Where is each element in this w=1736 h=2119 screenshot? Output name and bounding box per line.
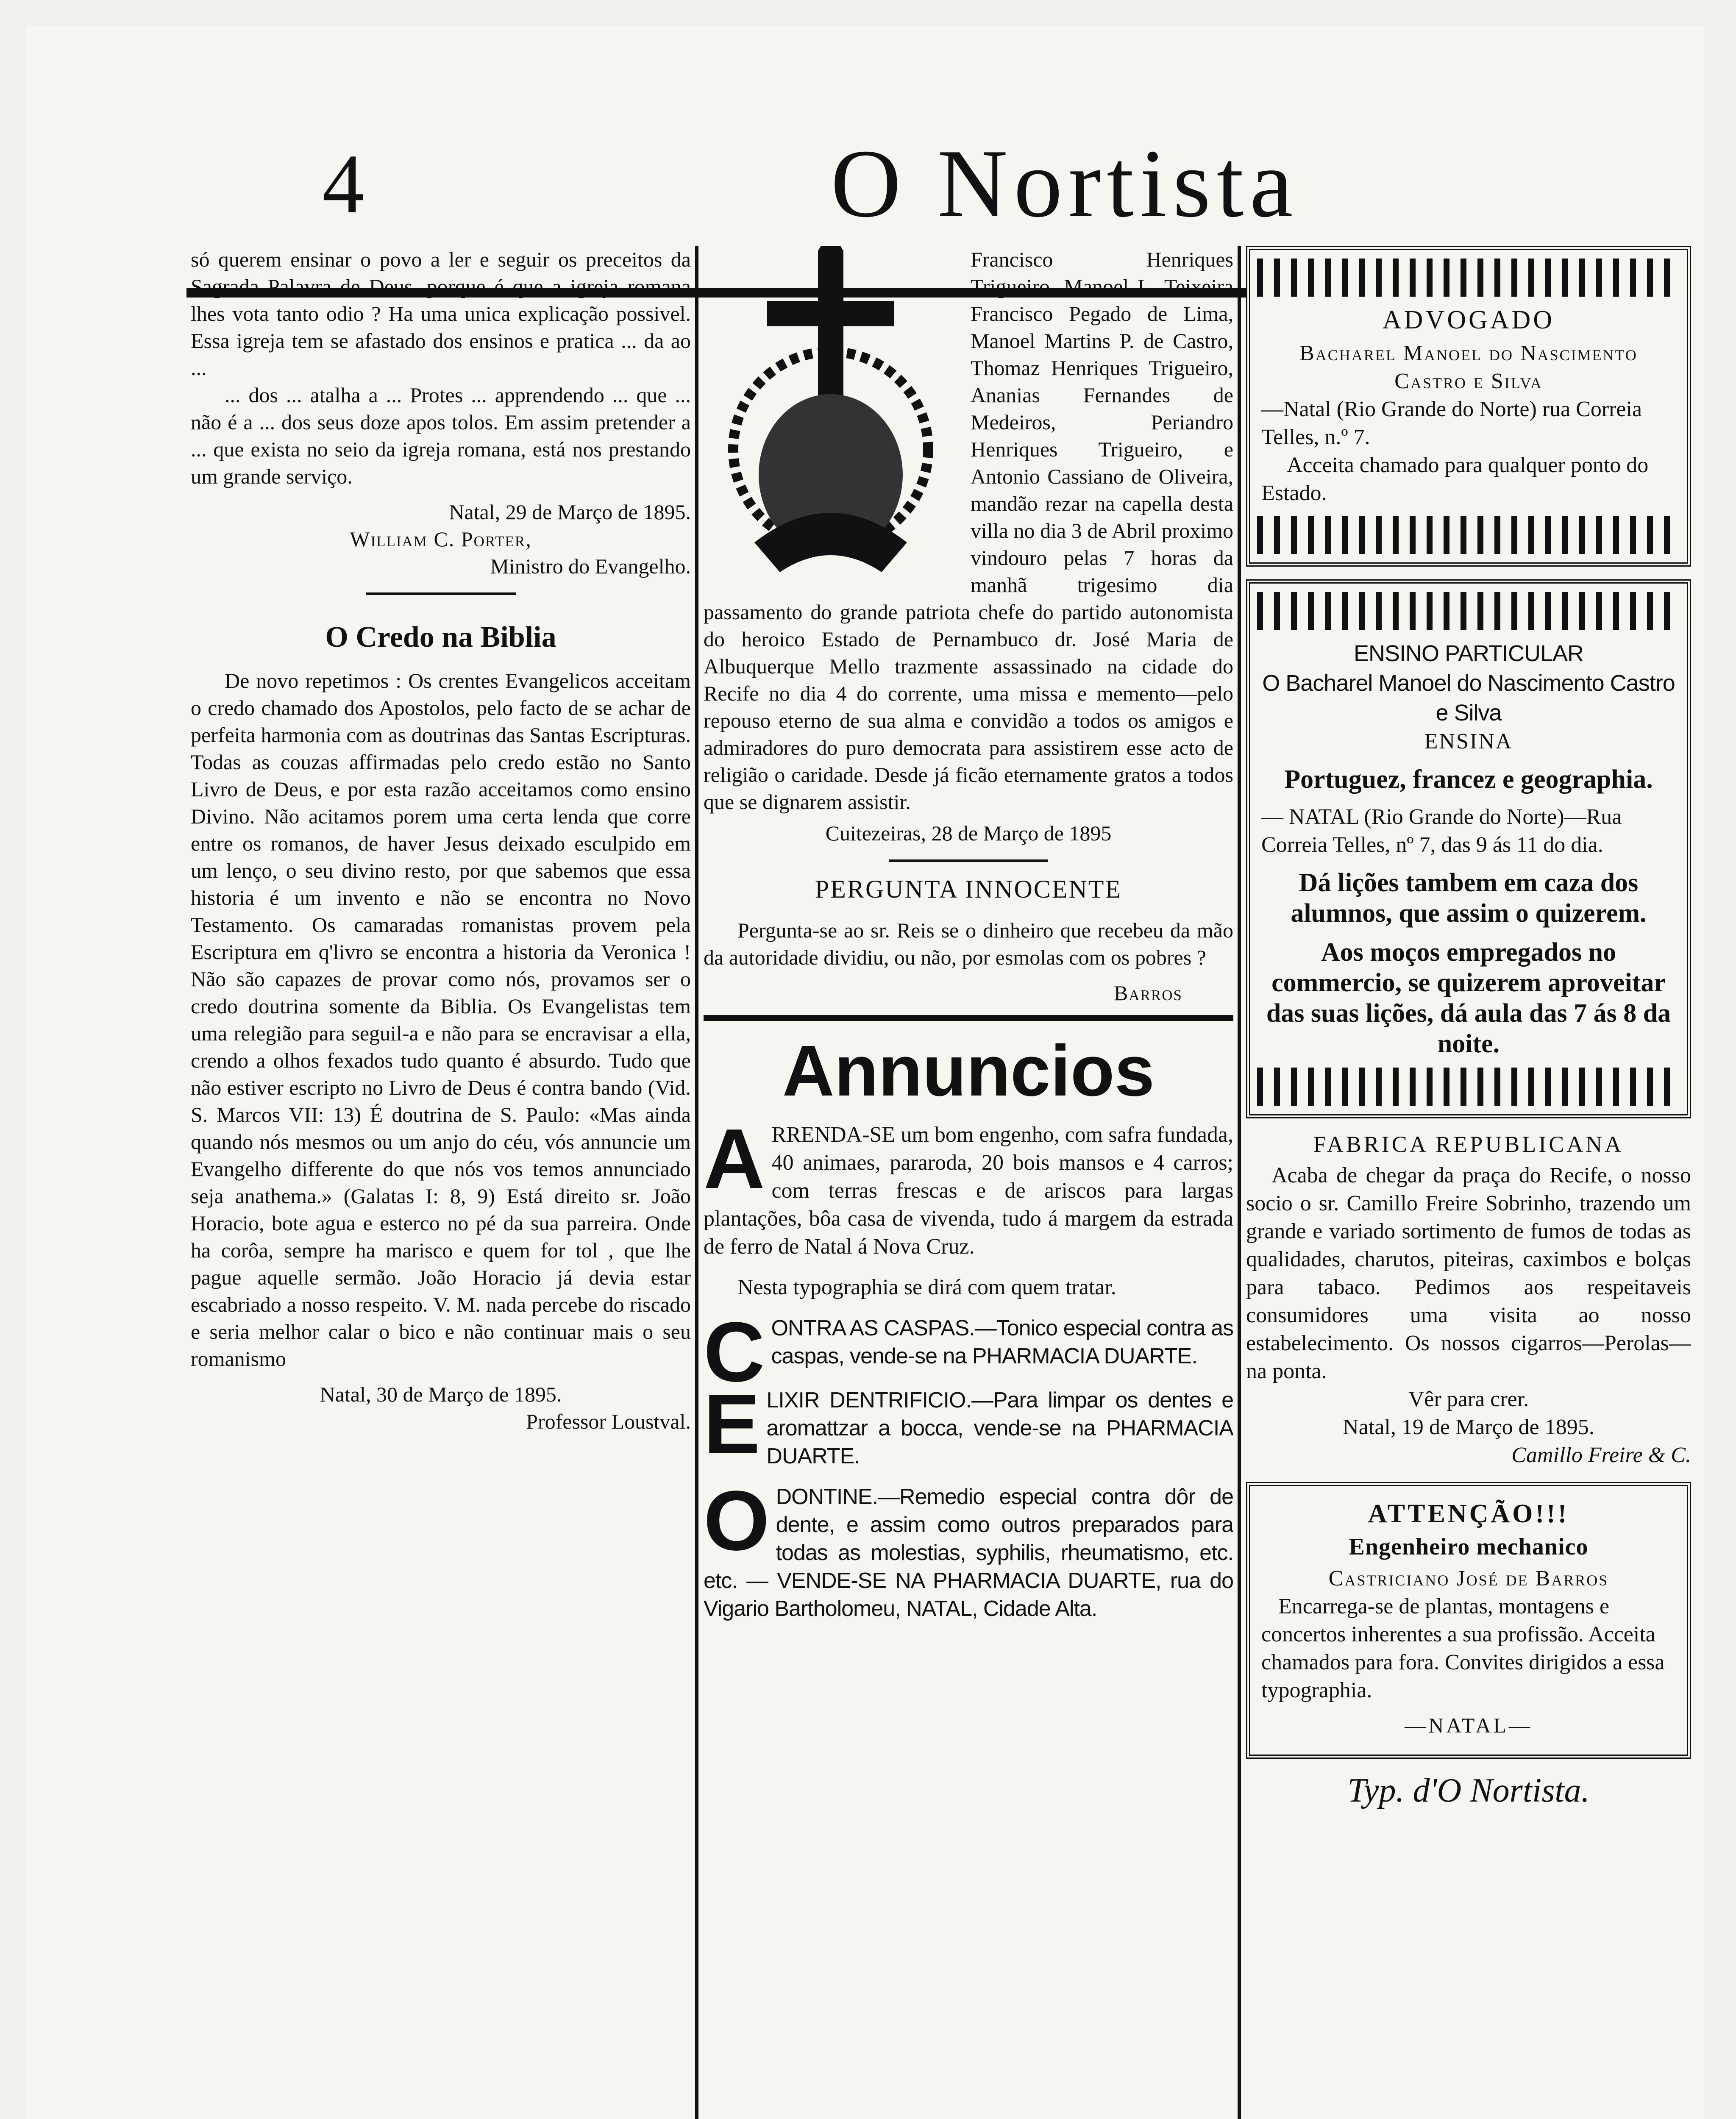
column-right	[1246, 246, 1691, 2119]
ad-name: O Bacharel Manoel do Nascimento Castro e Silva	[1262, 670, 1675, 726]
article-signer: Professor Loustval.	[526, 1410, 691, 1433]
article-signer: Barros	[1113, 981, 1182, 1005]
ad-evening: Aos moços empregados no commercio, se quizerem aproveitar das suas lições, dá aula das 7 ás 8 da noite.	[1266, 938, 1671, 1058]
ad-text: RRENDA-SE um bom engenho, com safra fundada, 40 animaes, pararoda, 20 bois mansos e 4 carros; com terras frescas e de ariscos para largas plantações, bôa casa de vivenda, tudo á margem da estrada de ferro de Natal á Nova Cruz.	[704, 1123, 1233, 1259]
ad-name: Castriciano José de Barros	[1328, 1566, 1609, 1591]
column-divider	[1238, 246, 1241, 2119]
ad-lessons: Dá lições tambem em caza dos alumnos, que assim o quizerem.	[1291, 868, 1647, 928]
ad-attencao	[1246, 1482, 1691, 1759]
ad-body: Encarrega-se de plantas, montagens e concertos inherentes a sua profissão. Acceita chamados para fora. Convites dirigidos a essa typographia.	[1261, 1594, 1665, 1702]
article-body: De novo repetimos : Os crentes Evangelicos acceitam o credo chamado dos Apostolos, pelo facto de se achar de perfeita harmonia com as doutrinas das Santas Escripturas. Todas as couzas affirmadas pelo credo estão no Santo Livro de Deus, e por esta razão acceitamos como ensino Divino. Não acitamos porem uma certa lenda que corre entre os romanos, de haver Jesus deixado esculpido em um lenço, o seu divino resto, por que sabemos que essa historia é um invento e não se encontra no Novo Testamento. Os camaradas romanistas provem pela Escriptura em q'livro se encontra a historia da Veronica ! Não são capazes de provar como nós, provamos ser o credo doutrina somente da Biblia. Os Evangelistas tem uma relegião para seguil-a e não para se encravisar a ella, crendo a olhos fexados tudo quanto é absurdo. Tudo que não estiver escripto no Livro de Deus é contra bando (Vid. S. Marcos VII: 13) É doutrina de S. Paulo: «Mas ainda quando nós mesmos ou um anjo do céu, vós annuncie um Evangelho differente do que nós vos temos annunciado seja anathema.» (Galatas I: 8, 9) Está direito sr. João Horacio, bote agua e esterco no pé da sua parreira. Onde ha corôa, sempre ha marisco e quem for tol , que lhe pague aquelle sermão. João Horacio já devia estar escabriado a nosso respeito. V. M. nada percebe do riscado e seria melhor calar o bico e não continuar mais o seu romanismo	[191, 669, 691, 1371]
ad-place: —NATAL—	[1405, 1713, 1533, 1737]
ad-text: LIXIR DENTRIFICIO.—Para limpar os dentes e aromattzar a bocca, vende-se na PHARMACIA DUARTE.	[766, 1388, 1233, 1468]
column-left	[191, 246, 691, 2119]
ad-date: Natal, 19 de Março de 1895.	[1343, 1415, 1594, 1439]
ad-fabrica	[1246, 1131, 1691, 1469]
ad-elixir	[704, 1377, 1233, 1471]
ads-heading: Annuncios	[782, 1031, 1155, 1111]
article-dateline: Natal, 30 de Março de 1895.	[320, 1382, 562, 1406]
mass-notice: Francisco Henriques Trigueiro, Manoel L. Teixeira Francisco Pegado de Lima, Manoel Martins P. de Castro, Thomaz Henriques Trigueiro, Ananias Fernandes de Medeiros, Periandro Henriques Trigueiro, e Antonio Cassiano de Oliveira, mandão rezar na capella desta villa no dia 3 de Abril proximo vindouro pelas 7 horas da manhã trigesimo dia passamento do grande patriota chefe do partido autonomista do heroico Estado de Pernambuco dr. José Maria de Albuquerque Mello trazmente assassinado na cidade do Recife no dia 4 do corrente, uma missa e memento—pelo repouso eterno de sua alma e convidão a todos os amigos e admiradores do puro democrata para assistirem esse acto de religião o caridade. Desde já ficão eternamente gratos a todos que se dignarem assistir.	[704, 247, 1233, 814]
ad-text: DONTINE.—Remedio especial contra dôr de dente, e assim como outros preparados para todas as molestias, syphilis, rheumatismo, etc. etc. — VENDE-SE NA PHARMACIA DUARTE, rua do Vigario Bartholomeu, NATAL, Cidade Alta.	[704, 1485, 1233, 1621]
ad-cta: Vêr para crer.	[1408, 1387, 1529, 1411]
article-title: O Credo na Biblia	[325, 621, 556, 653]
ad-title: ADVOGADO	[1382, 306, 1555, 334]
article-continuation: ... dos ... atalha a ... Protes ... apprendendo ... que ... não é a ... dos seus doze apos tolos. Em assim pretender a ... que exista no seio da igreja romana, está nos prestando um grande serviço.	[191, 383, 691, 488]
page-number: 4	[322, 137, 364, 231]
divider	[366, 592, 516, 595]
ad-title: FABRICA REPUBLICANA	[1313, 1132, 1624, 1157]
article-continuation: só querem ensinar o povo a ler e seguir os preceitos da Sagrada Palavra de Deus, porque é que a igreja romana lhes vota tanto odio ? Ha uma unica explicação possivel. Essa igreja tem se afastado dos ensinos e pratica ... da ao ...	[191, 247, 691, 380]
dropcap: E	[704, 1377, 760, 1471]
ad-ensino	[1246, 579, 1691, 1118]
ad-engenho	[704, 1112, 1233, 1261]
article-dateline: Natal, 29 de Março de 1895.	[449, 500, 691, 524]
ornament-border-icon	[1257, 592, 1680, 630]
ornament-border-icon	[1257, 516, 1680, 554]
divider	[889, 859, 1048, 862]
ad-name: Bacharel Manoel do Nascimento Castro e Silva	[1299, 341, 1638, 393]
ad-address: —Natal (Rio Grande do Norte) rua Correia Telles, n.º 7.	[1261, 397, 1642, 449]
newspaper-title: O Nortista	[831, 129, 1299, 237]
ad-title: ATTENÇÃO!!!	[1368, 1499, 1569, 1528]
ad-text: ONTRA AS CASPAS.—Tonico especial contra as caspas, vende-se na PHARMACIA DUARTE.	[771, 1316, 1233, 1368]
article-signer: William C. Porter,	[350, 527, 532, 551]
dropcap: O	[704, 1474, 769, 1568]
ad-subtitle: Engenheiro mechanico	[1349, 1534, 1589, 1560]
ad-note: Acceita chamado para qualquer ponto do Estado.	[1261, 453, 1649, 505]
dropcap: A	[704, 1112, 765, 1206]
ornament-border-icon	[1257, 1068, 1680, 1106]
ad-odontine	[704, 1474, 1233, 1623]
ad-address: — NATAL (Rio Grande do Norte)—Rua Correia Telles, nº 7, das 9 ás 11 do dia.	[1261, 805, 1622, 857]
cross-ornament-icon	[704, 246, 958, 576]
ad-sign: Camillo Freire & C.	[1511, 1443, 1691, 1467]
newspaper-page	[25, 25, 1704, 2119]
ad-advogado	[1246, 246, 1691, 567]
article-signer-title: Ministro do Evangelho.	[490, 554, 691, 578]
ornament-border-icon	[1257, 259, 1680, 297]
ad-verb: ENSINA	[1424, 729, 1513, 754]
column-center	[704, 246, 1233, 2119]
ad-title: ENSINO PARTICULAR	[1353, 641, 1584, 666]
ad-caspas	[704, 1305, 1233, 1399]
ad-text: Nesta typographia se dirá com quem tratar.	[737, 1275, 1116, 1299]
imprint-signature: Typ. d'O Nortista.	[1347, 1772, 1590, 1809]
section-title: PERGUNTA INNOCENTE	[815, 875, 1122, 903]
column-divider	[695, 246, 698, 2119]
ad-body: Acaba de chegar da praça do Recife, o nosso socio o sr. Camillo Freire Sobrinho, trazendo um grande e variado sortimento de fumos de todas as qualidades, charutos, piteiras, caximbos e bolças para tabaco. Pedimos aos respeitaveis consumidores uma visita ao nosso estabelecimento. Os nossos cigarros—Perolas—na ponta.	[1246, 1163, 1691, 1383]
article-body: Pergunta-se ao sr. Reis se o dinheiro que recebeu da mão da autoridade dividiu, ou não, por esmolas com os pobres ?	[704, 918, 1233, 969]
dropcap: C	[704, 1305, 765, 1399]
mass-dateline: Cuitezeiras, 28 de Março de 1895	[825, 821, 1112, 845]
page-header	[25, 102, 1704, 254]
ad-subjects: Portuguez, francez e geographia.	[1284, 765, 1653, 794]
divider	[704, 1015, 1233, 1021]
